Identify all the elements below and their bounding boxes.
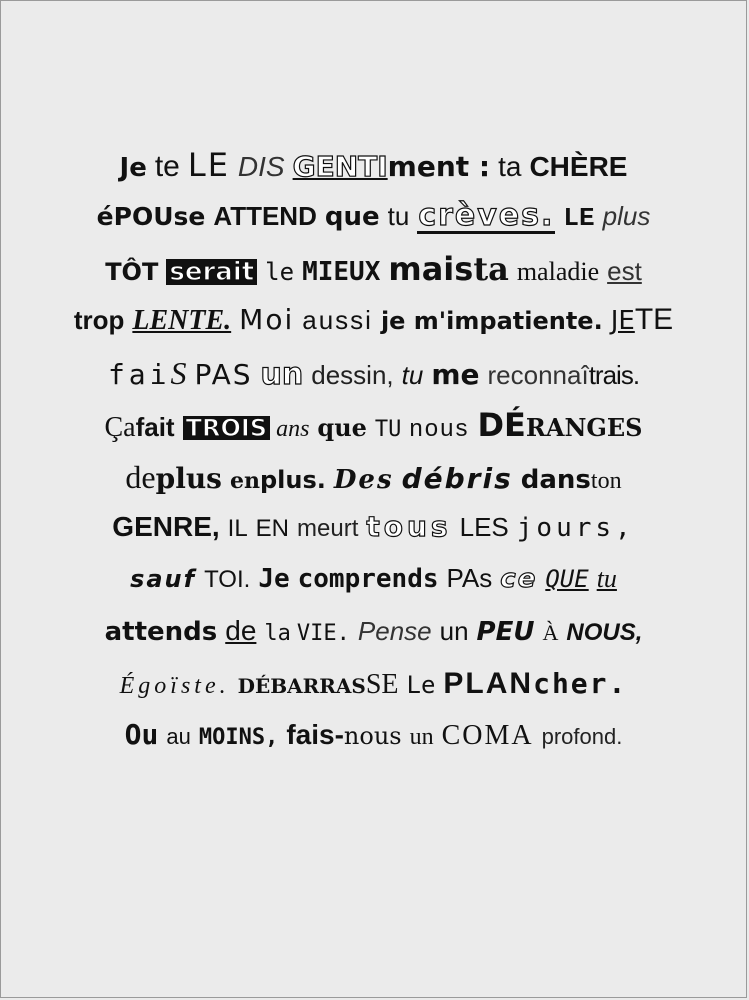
word: cher. [533,667,628,700]
word: ta [473,250,509,288]
word: Je [119,153,147,183]
word: CHÈRE [529,151,628,182]
text-line-9 [1,565,746,617]
word: EN [255,515,290,542]
word: plus [602,201,651,231]
word: en [229,468,260,494]
word: de [125,459,156,495]
word: ce [500,564,538,594]
ransom-note-text [1,146,746,773]
word: NOUS, [566,619,643,646]
word: TE [634,303,674,336]
word: maladie [516,257,600,286]
text-line-3 [1,250,746,305]
word: TOI. [204,566,251,593]
word: reconnaî [487,360,589,390]
word: Pense [357,616,432,646]
word: aussi [302,305,373,335]
text-line-6 [1,406,746,461]
word: ment : [387,150,491,183]
word: SE [365,669,399,700]
word: nous [409,415,470,442]
word: MOINS, [198,725,279,750]
word: À [542,620,559,645]
word: Ou [124,718,159,751]
word: PAS [194,358,253,391]
word: fait [135,412,175,442]
text-line-10 [1,617,746,669]
word: PEU [476,617,535,647]
word: est [607,256,642,286]
word: un [260,357,304,392]
word: PLAN [443,667,534,700]
word: un [409,724,434,750]
word: GENTI [292,150,388,183]
word: VIE. [296,621,350,646]
word: mais [388,250,474,288]
word: tu [387,201,410,231]
word: LE [563,203,595,233]
word: TÔT [105,258,159,286]
text-line-1 [1,146,746,201]
word: DÉBARRAS [237,674,366,698]
word: DIS [237,151,285,182]
word: jours, [516,513,635,543]
word: GENRE, [112,511,220,542]
word: RANGES [525,413,643,442]
word: que [324,202,380,232]
word: dans [520,465,591,495]
word: PAs [446,563,493,593]
word: QUE [545,565,589,593]
text-line-8 [1,510,746,565]
word: le [265,258,295,286]
word: serait [166,259,257,285]
word: que [317,413,367,442]
word: TU [374,417,402,442]
word: DÉ [477,406,526,444]
word: je m'impatiente. [380,307,603,335]
word: débris [401,462,513,495]
word: LE [187,146,230,184]
word: dessin, [311,360,394,390]
word: IL [227,515,248,542]
word: ta [498,151,522,182]
word: LENTE. [132,305,232,336]
word: Je [258,564,290,594]
text-line-7 [1,461,746,513]
word: trais. [588,360,640,390]
word: profond. [541,724,623,749]
word: la [264,621,291,646]
word: tu [401,360,424,390]
word: JE [610,306,635,336]
word: ATTEND [213,201,317,231]
text-line-12 [1,718,746,773]
word: tous [366,510,452,543]
word: au [166,724,191,749]
word: Égoïste. [119,673,230,699]
text-line-2 [1,198,746,253]
word: me [431,358,480,391]
text-line-5 [1,357,746,409]
word: fais- [286,719,344,750]
word: COMA [441,720,534,751]
word: Moi [239,303,295,336]
word: comprends [297,564,439,594]
word: sauf [130,565,197,593]
word: LES [459,512,509,542]
word: te [154,150,180,183]
word: MIEUX [302,257,381,287]
word: attends [104,617,218,647]
word: ton [590,468,622,494]
word: un [439,616,469,646]
word: plus [155,462,222,495]
word: crèves. [418,198,555,233]
text-line-11 [1,669,746,721]
word: plus. [259,466,326,494]
word: TROIS [183,416,270,440]
word: tu [596,564,617,593]
word: Le [406,671,436,699]
word: fai [107,358,171,391]
word: meurt [297,515,359,542]
word: trop [73,305,125,335]
word: Ça [104,412,136,443]
text-line-4 [1,305,746,357]
word: de [225,615,257,646]
word: S [170,355,187,391]
word: Des [333,465,394,495]
word: ans [276,416,310,442]
word: nous [343,722,402,750]
word: éPOUse [96,202,206,231]
